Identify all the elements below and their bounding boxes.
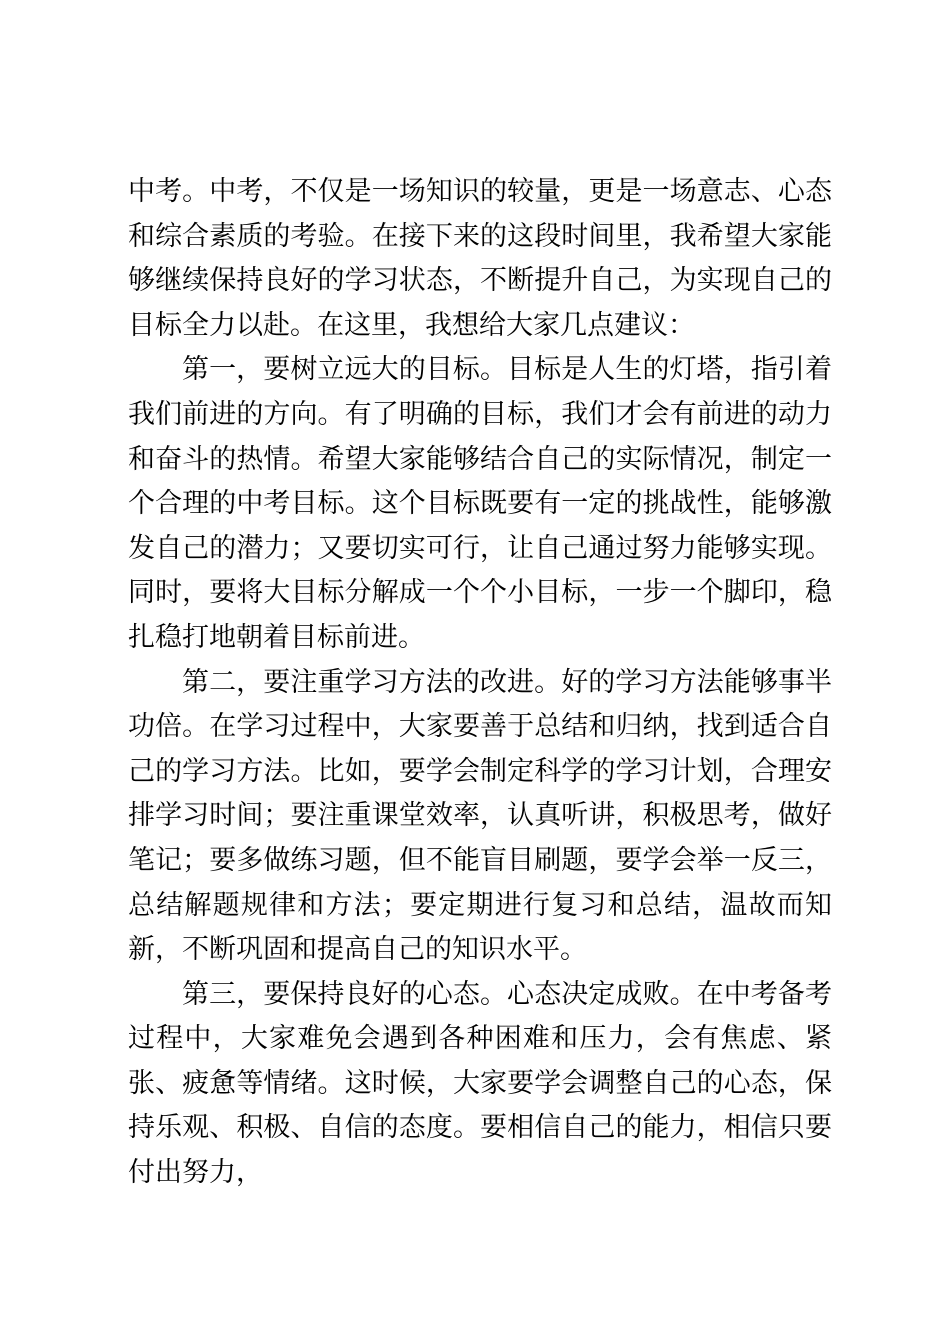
paragraph-first-point: 第一，要树立远大的目标。目标是人生的灯塔，指引着我们前进的方向。有了明确的目标，我们才会有前进的动力和奋斗的热情。希望大家能够结合自己的实际情况，制定一个合理的中考目标。这个目标既要有一定的挑战性，能够激发自己的潜力；又要切实可行，让自己通过努力能够实现。同时，要将大目标分解成一个个小目标，一步一个脚印，稳扎稳打地朝着目标前进。 — [128, 354, 832, 653]
paragraph-second-point: 第二，要注重学习方法的改进。好的学习方法能够事半功倍。在学习过程中，大家要善于总结和归纳，找到适合自己的学习方法。比如，要学会制定科学的学习计划，合理安排学习时间；要注重课堂效率，认真听讲，积极思考，做好笔记；要多做练习题，但不能盲目刷题，要学会举一反三，总结解题规律和方法；要定期进行复习和总结，温故而知新，不断巩固和提高自己的知识水平。 — [128, 666, 832, 966]
paragraph-continuation: 中考。中考，不仅是一场知识的较量，更是一场意志、心态和综合素质的考验。在接下来的这段时间里，我希望大家能够继续保持良好的学习状态，不断提升自己，为实现自己的目标全力以赴。在这里，我想给大家几点建议： — [128, 176, 832, 341]
document-body — [128, 170, 832, 1196]
paragraph-third-point: 第三，要保持良好的心态。心态决定成败。在中考备考过程中，大家难免会遇到各种困难和压力，会有焦虑、紧张、疲惫等情绪。这时候，大家要学会调整自己的心态，保持乐观、积极、自信的态度。要相信自己的能力，相信只要付出努力， — [128, 978, 832, 1189]
